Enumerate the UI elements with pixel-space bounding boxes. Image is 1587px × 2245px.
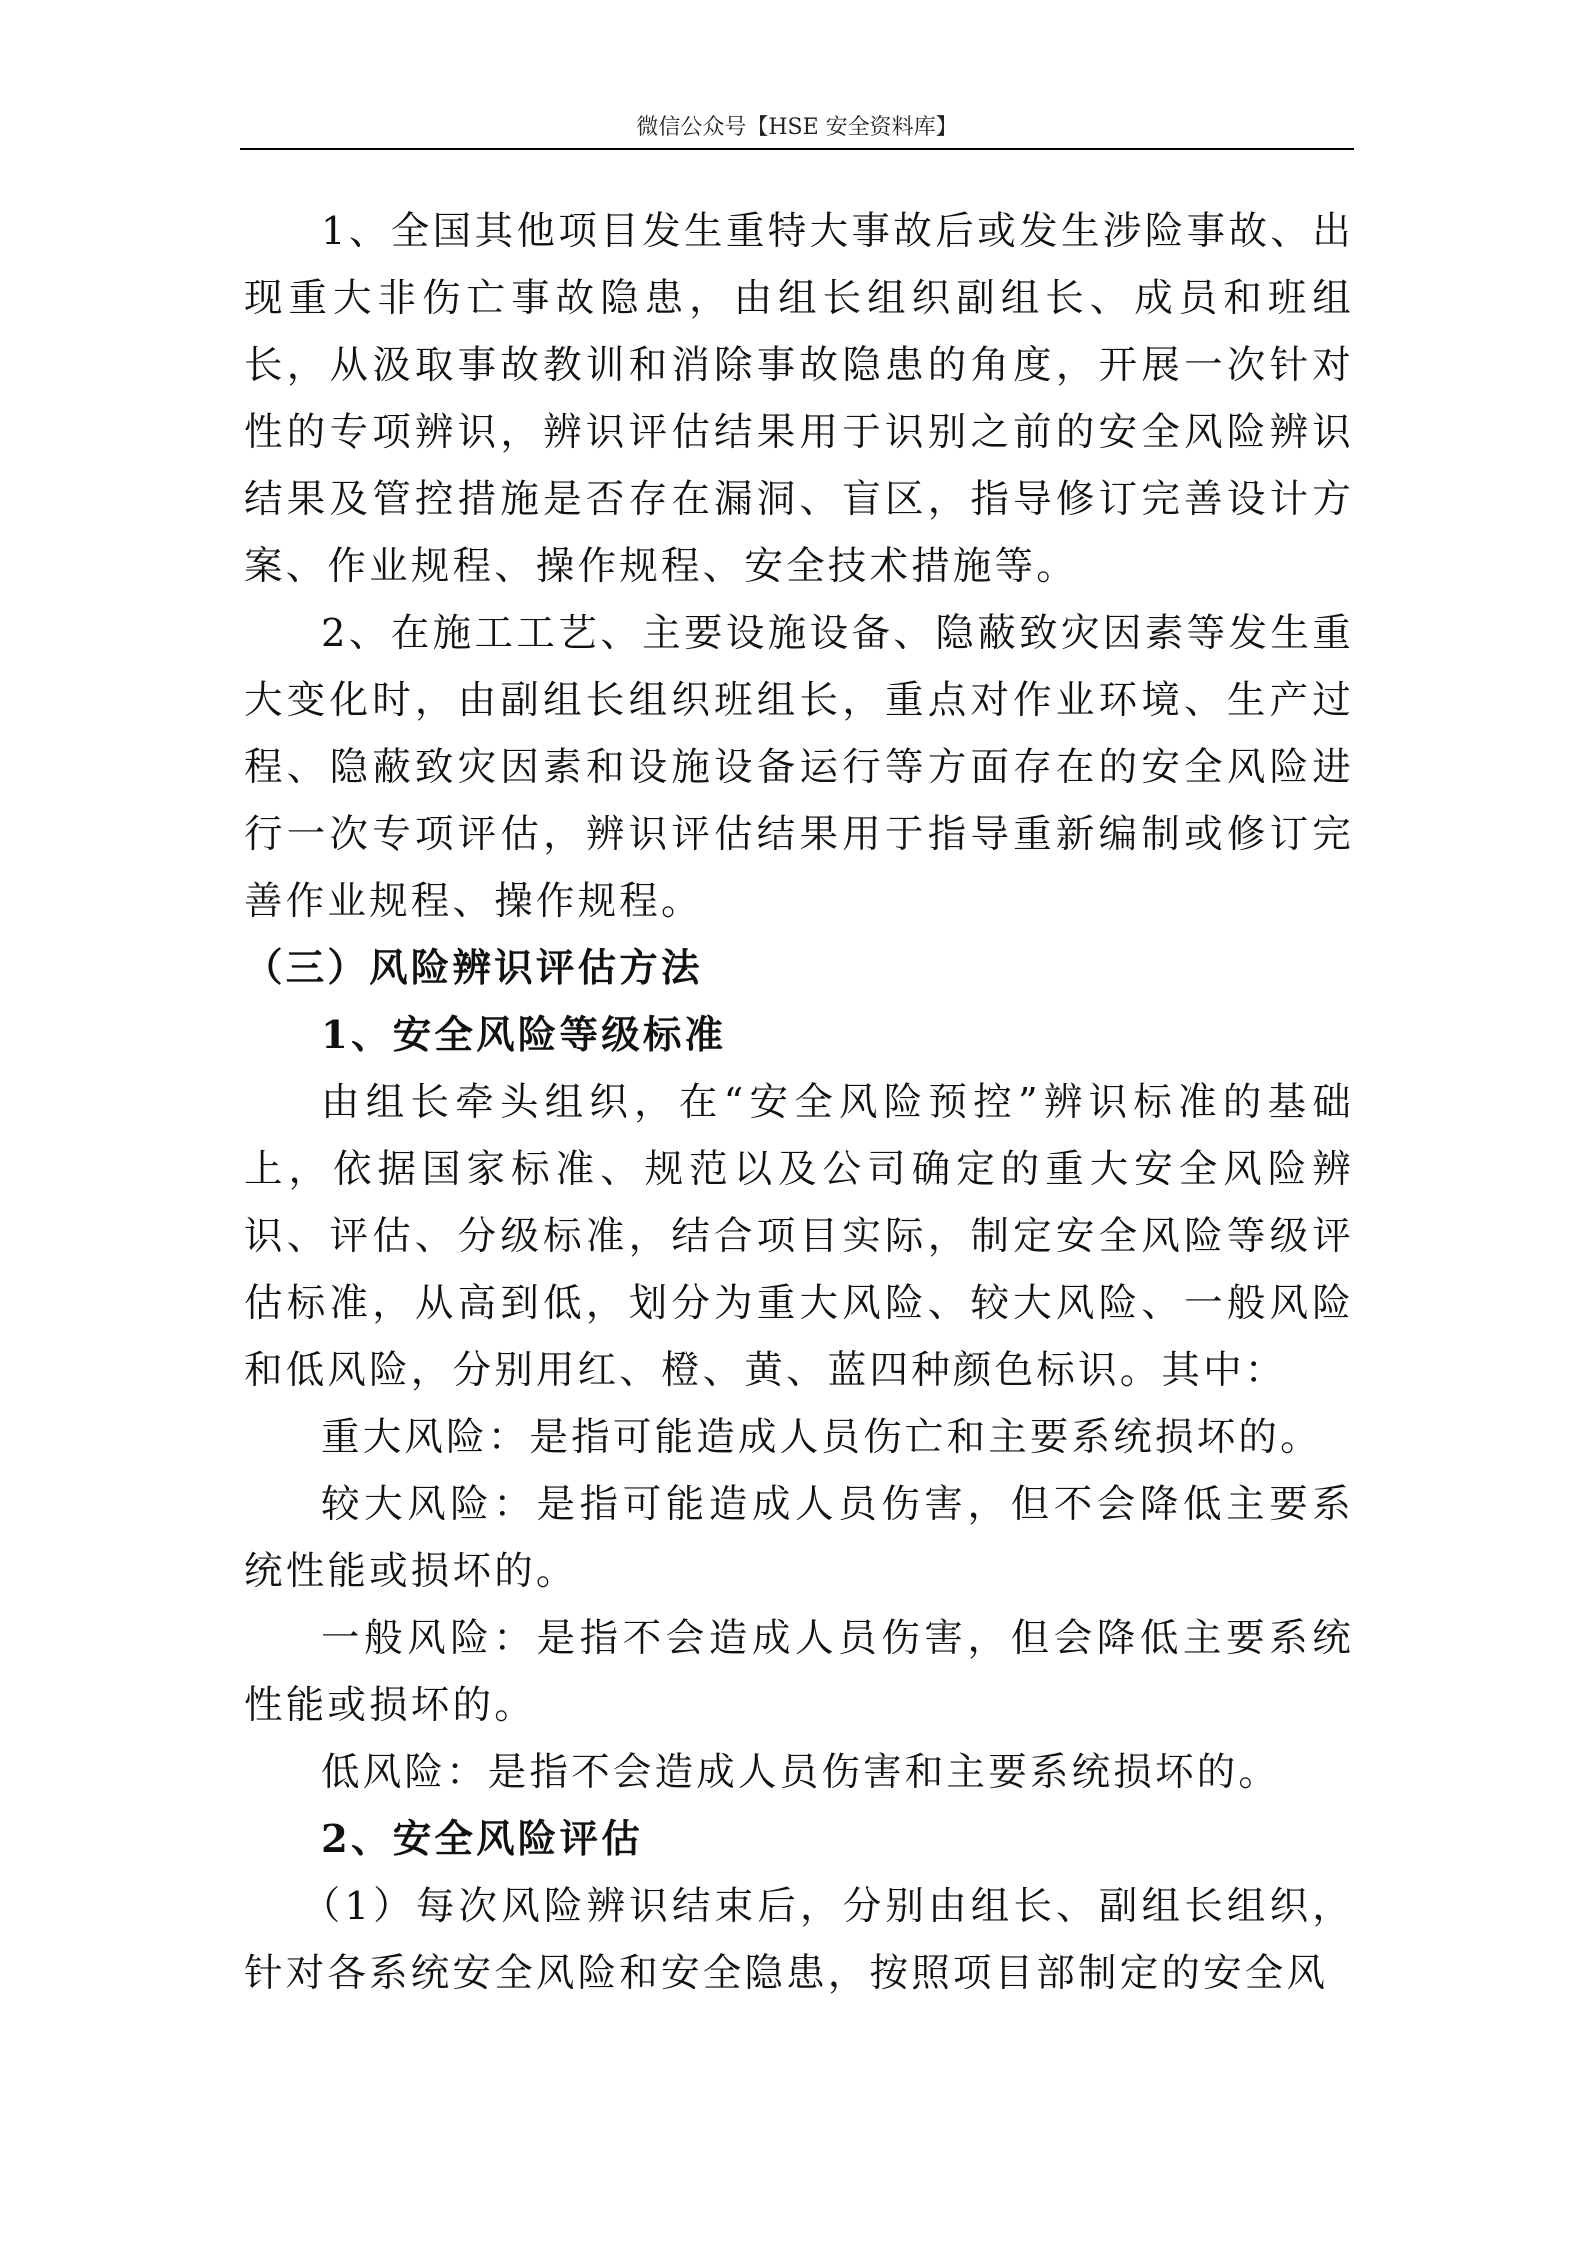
paragraph-national-accident-review: 1、全国其他项目发生重特大事故后或发生涉险事故、出现重大非伤亡事故隐患，由组长组织副组长、成员和班组长，从汲取事故教训和消除事故隐患的角度，开展一次针对性的专项辨识，辨识评估结果用于识别之前的安全风险辨识结果及管控措施是否存在漏洞、盲区，指导修订完善设计方案、作业规程、操作规程、安全技术措施等。	[244, 209, 1354, 589]
paragraph-major-risk: 重大风险：是指可能造成人员伤亡和主要系统损坏的。	[321, 1415, 1322, 1460]
paragraph-assessment-item-1: （1）每次风险辨识结束后，分别由组长、副组长组织，针对各系统安全风险和安全隐患，按照项目部制定的安全风	[244, 1884, 1354, 1996]
page-header: 微信公众号【HSE 安全资料库】	[636, 115, 958, 140]
paragraph-general-risk: 一般风险：是指不会造成人员伤害，但会降低主要系统性能或损坏的。	[244, 1616, 1354, 1728]
section-heading-method: （三）风险辨识评估方法	[244, 946, 703, 991]
paragraph-low-risk: 低风险：是指不会造成人员伤害和主要系统损坏的。	[321, 1750, 1281, 1795]
paragraph-process-change-review: 2、在施工工艺、主要设施设备、隐蔽致灾因素等发生重大变化时，由副组长组织班组长，重点对作业环境、生产过程、隐蔽致灾因素和设施设备运行等方面存在的安全风险进行一次专项评估，辨识评估结果用于指导重新编制或修订完善作业规程、操作规程。	[244, 611, 1354, 924]
document-body	[244, 198, 1354, 2007]
header-divider	[240, 148, 1354, 150]
paragraph-risk-level-standard: 由组长牵头组织，在“安全风险预控”辨识标准的基础上，依据国家标准、规范以及公司确定的重大安全风险辨识、评估、分级标准，结合项目实际，制定安全风险等级评估标准，从高到低，划分为重大风险、较大风险、一般风险和低风险，分别用红、橙、黄、蓝四种颜色标识。其中：	[244, 1080, 1354, 1393]
paragraph-significant-risk: 较大风险：是指可能造成人员伤害，但不会降低主要系统性能或损坏的。	[244, 1482, 1354, 1594]
subsection-heading-risk-assessment: 2、安全风险评估	[321, 1817, 643, 1862]
subsection-heading-risk-level-standard: 1、安全风险等级标准	[321, 1013, 727, 1058]
